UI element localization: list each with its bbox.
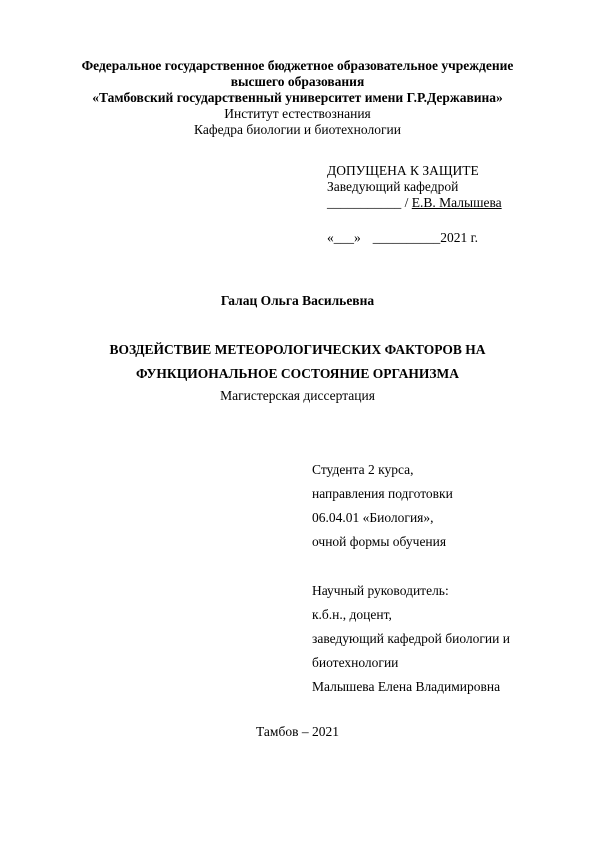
approval-year: 2021 г.	[440, 230, 479, 245]
supervisor-info-line: Научный руководитель:	[312, 583, 449, 598]
day-blank: ___	[333, 230, 354, 245]
student-info-line: направления подготовки	[312, 486, 453, 501]
supervisor-info-line: заведующий кафедрой биологии и	[312, 631, 510, 646]
approval-signature-line	[327, 195, 502, 211]
supervisor-info-line: биотехнологии	[312, 655, 399, 670]
date-close-quote: »	[354, 230, 361, 245]
student-info-line: 06.04.01 «Биология»,	[312, 510, 434, 525]
thesis-title-line-1: ВОЗДЕЙСТВИЕ МЕТЕОРОЛОГИЧЕСКИХ ФАКТОРОВ НА	[109, 342, 486, 357]
student-info-line: очной формы обучения	[312, 534, 447, 549]
author-name: Галац Ольга Васильевна	[220, 293, 375, 308]
department-name: Кафедра биологии и биотехнологии	[194, 122, 401, 137]
university-name: «Тамбовский государственный университет имени Г.Р.Державина»	[92, 90, 503, 105]
head-name: Е.В. Малышева	[411, 195, 502, 210]
organization-line-2: высшего образования	[230, 74, 365, 89]
date-open-quote: «	[327, 230, 334, 245]
signature-blank: ___________	[327, 195, 402, 210]
approval-status: ДОПУЩЕНА К ЗАЩИТЕ	[327, 163, 479, 178]
city-year: Тамбов – 2021	[256, 724, 339, 739]
institute-name: Институт естествознания	[224, 106, 371, 121]
supervisor-name: Малышева Елена Владимировна	[312, 679, 501, 694]
month-blank: __________	[372, 230, 441, 245]
approval-date-line	[327, 230, 478, 246]
approval-head-title: Заведующий кафедрой	[327, 179, 459, 194]
work-type: Магистерская диссертация	[220, 388, 375, 403]
thesis-title-line-2: ФУНКЦИОНАЛЬНОЕ СОСТОЯНИЕ ОРГАНИЗМА	[135, 366, 460, 381]
student-info-line: Студента 2 курса,	[312, 462, 414, 477]
signature-separator: /	[401, 195, 412, 210]
organization-line-1: Федеральное государственное бюджетное образовательное учреждение	[81, 58, 514, 73]
supervisor-info-line: к.б.н., доцент,	[312, 607, 392, 622]
